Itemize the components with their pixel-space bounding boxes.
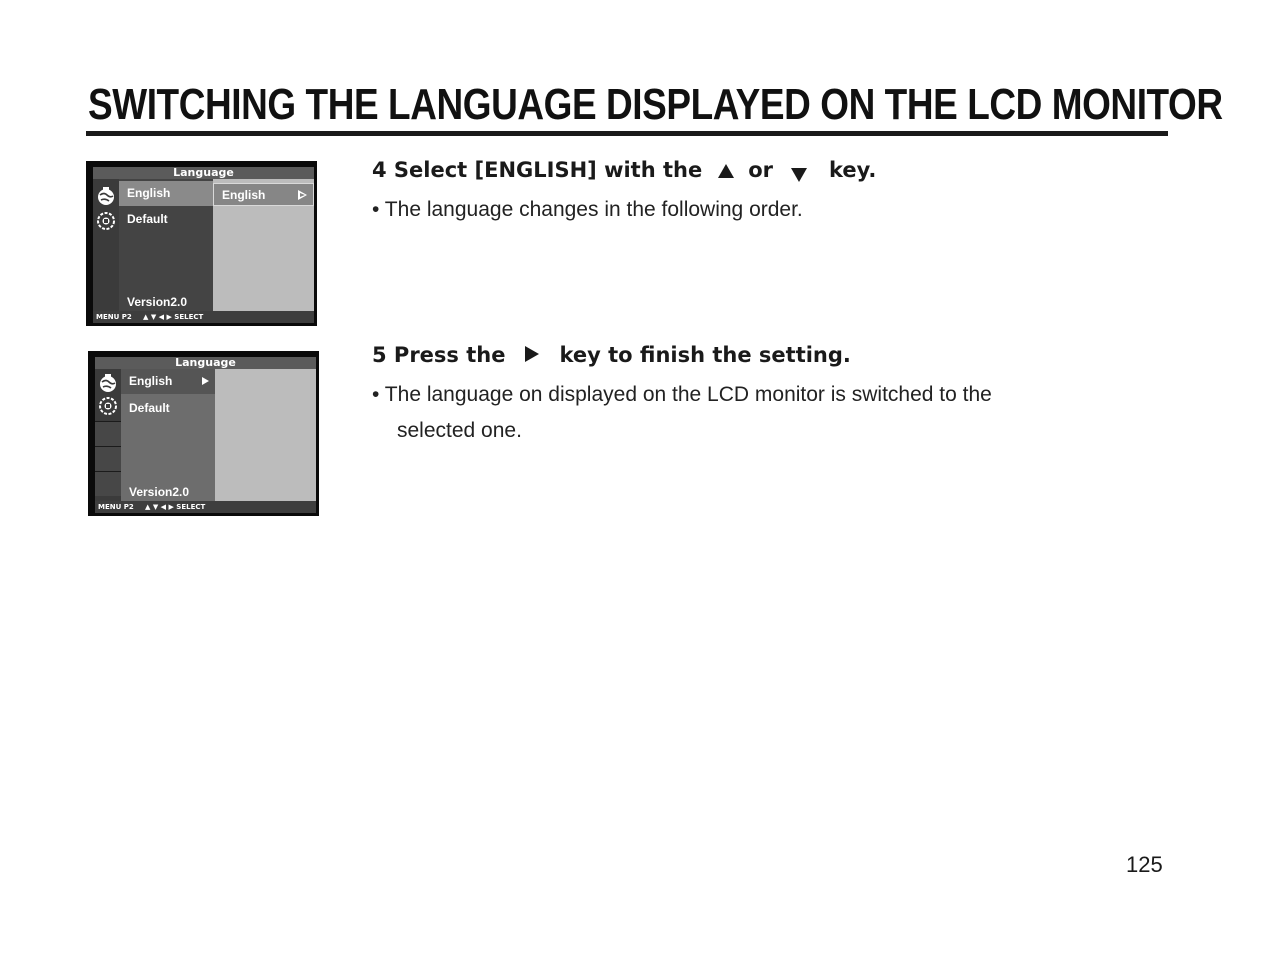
lcd-submenu-panel [215,369,316,501]
lcd-icon-column [93,179,119,311]
lcd-menu-column [121,369,215,501]
lcd-menu-item-default[interactable]: Default [129,401,170,415]
step-5-description [372,377,992,449]
page-number: 125 [1126,852,1163,877]
lcd-icon-column [95,369,121,501]
step-4-heading-or: or [748,158,774,182]
lcd-empty-slot [95,471,121,496]
reset-gear-icon [95,210,117,232]
language-globe-icon [95,185,117,207]
lcd-version-label: Version2.0 [127,295,188,309]
step-5-description-line-2: selected one. [397,419,522,442]
page-title: SWITCHING THE LANGUAGE DISPLAYED ON THE LCD MONITOR [88,80,1223,129]
lcd-footer-nav: ▲ ▼ ◀ ▶ SELECT [143,313,204,321]
right-arrow-icon [525,346,539,362]
lcd-menu-item-english[interactable] [121,369,215,394]
lcd-screen-1 [86,161,317,326]
reset-gear-icon [97,395,119,417]
lcd-screen-2 [88,351,319,516]
lcd-menu-item-label: English [129,374,173,388]
lcd-menu-column [119,179,213,311]
arrow-right-icon [202,377,209,385]
lcd-submenu-value[interactable] [213,183,314,206]
lcd-titlebar: Language [95,357,316,369]
lcd-menu-item-english[interactable]: English [119,181,213,206]
step-5-heading [372,343,851,367]
step-4-heading-end: key. [829,158,877,182]
lcd-titlebar: Language [93,167,314,179]
lcd-version-label: Version2.0 [129,485,190,499]
lcd-footer-menu: MENU P2 [98,503,134,511]
lcd-menu-item-default[interactable]: Default [127,212,168,226]
step-4-heading-text: 4 Select [ENGLISH] with the [372,158,703,182]
up-arrow-icon [718,164,734,178]
lcd-footer-menu: MENU P2 [96,313,132,321]
step-4-description: • The language changes in the following order. [372,198,803,221]
step-4-heading [372,158,876,182]
language-globe-icon [97,372,119,394]
arrow-right-outline-icon [298,190,307,200]
lcd-submenu-panel [213,179,314,311]
lcd-footer [93,311,314,323]
lcd-footer-nav: ▲ ▼ ◀ ▶ SELECT [145,503,206,511]
lcd-submenu-value-label: English [222,188,266,202]
step-5-heading-text: 5 Press the [372,343,506,367]
step-5-heading-end: key to finish the setting. [559,343,851,367]
lcd-frame [93,167,314,323]
lcd-frame [95,357,316,513]
lcd-footer [95,501,316,513]
title-divider [86,131,1168,136]
step-5-description-line-1: • The language on displayed on the LCD monitor is switched to the [372,383,992,406]
down-arrow-icon [791,168,807,182]
lcd-empty-slot [95,446,121,471]
lcd-empty-slot [95,421,121,446]
